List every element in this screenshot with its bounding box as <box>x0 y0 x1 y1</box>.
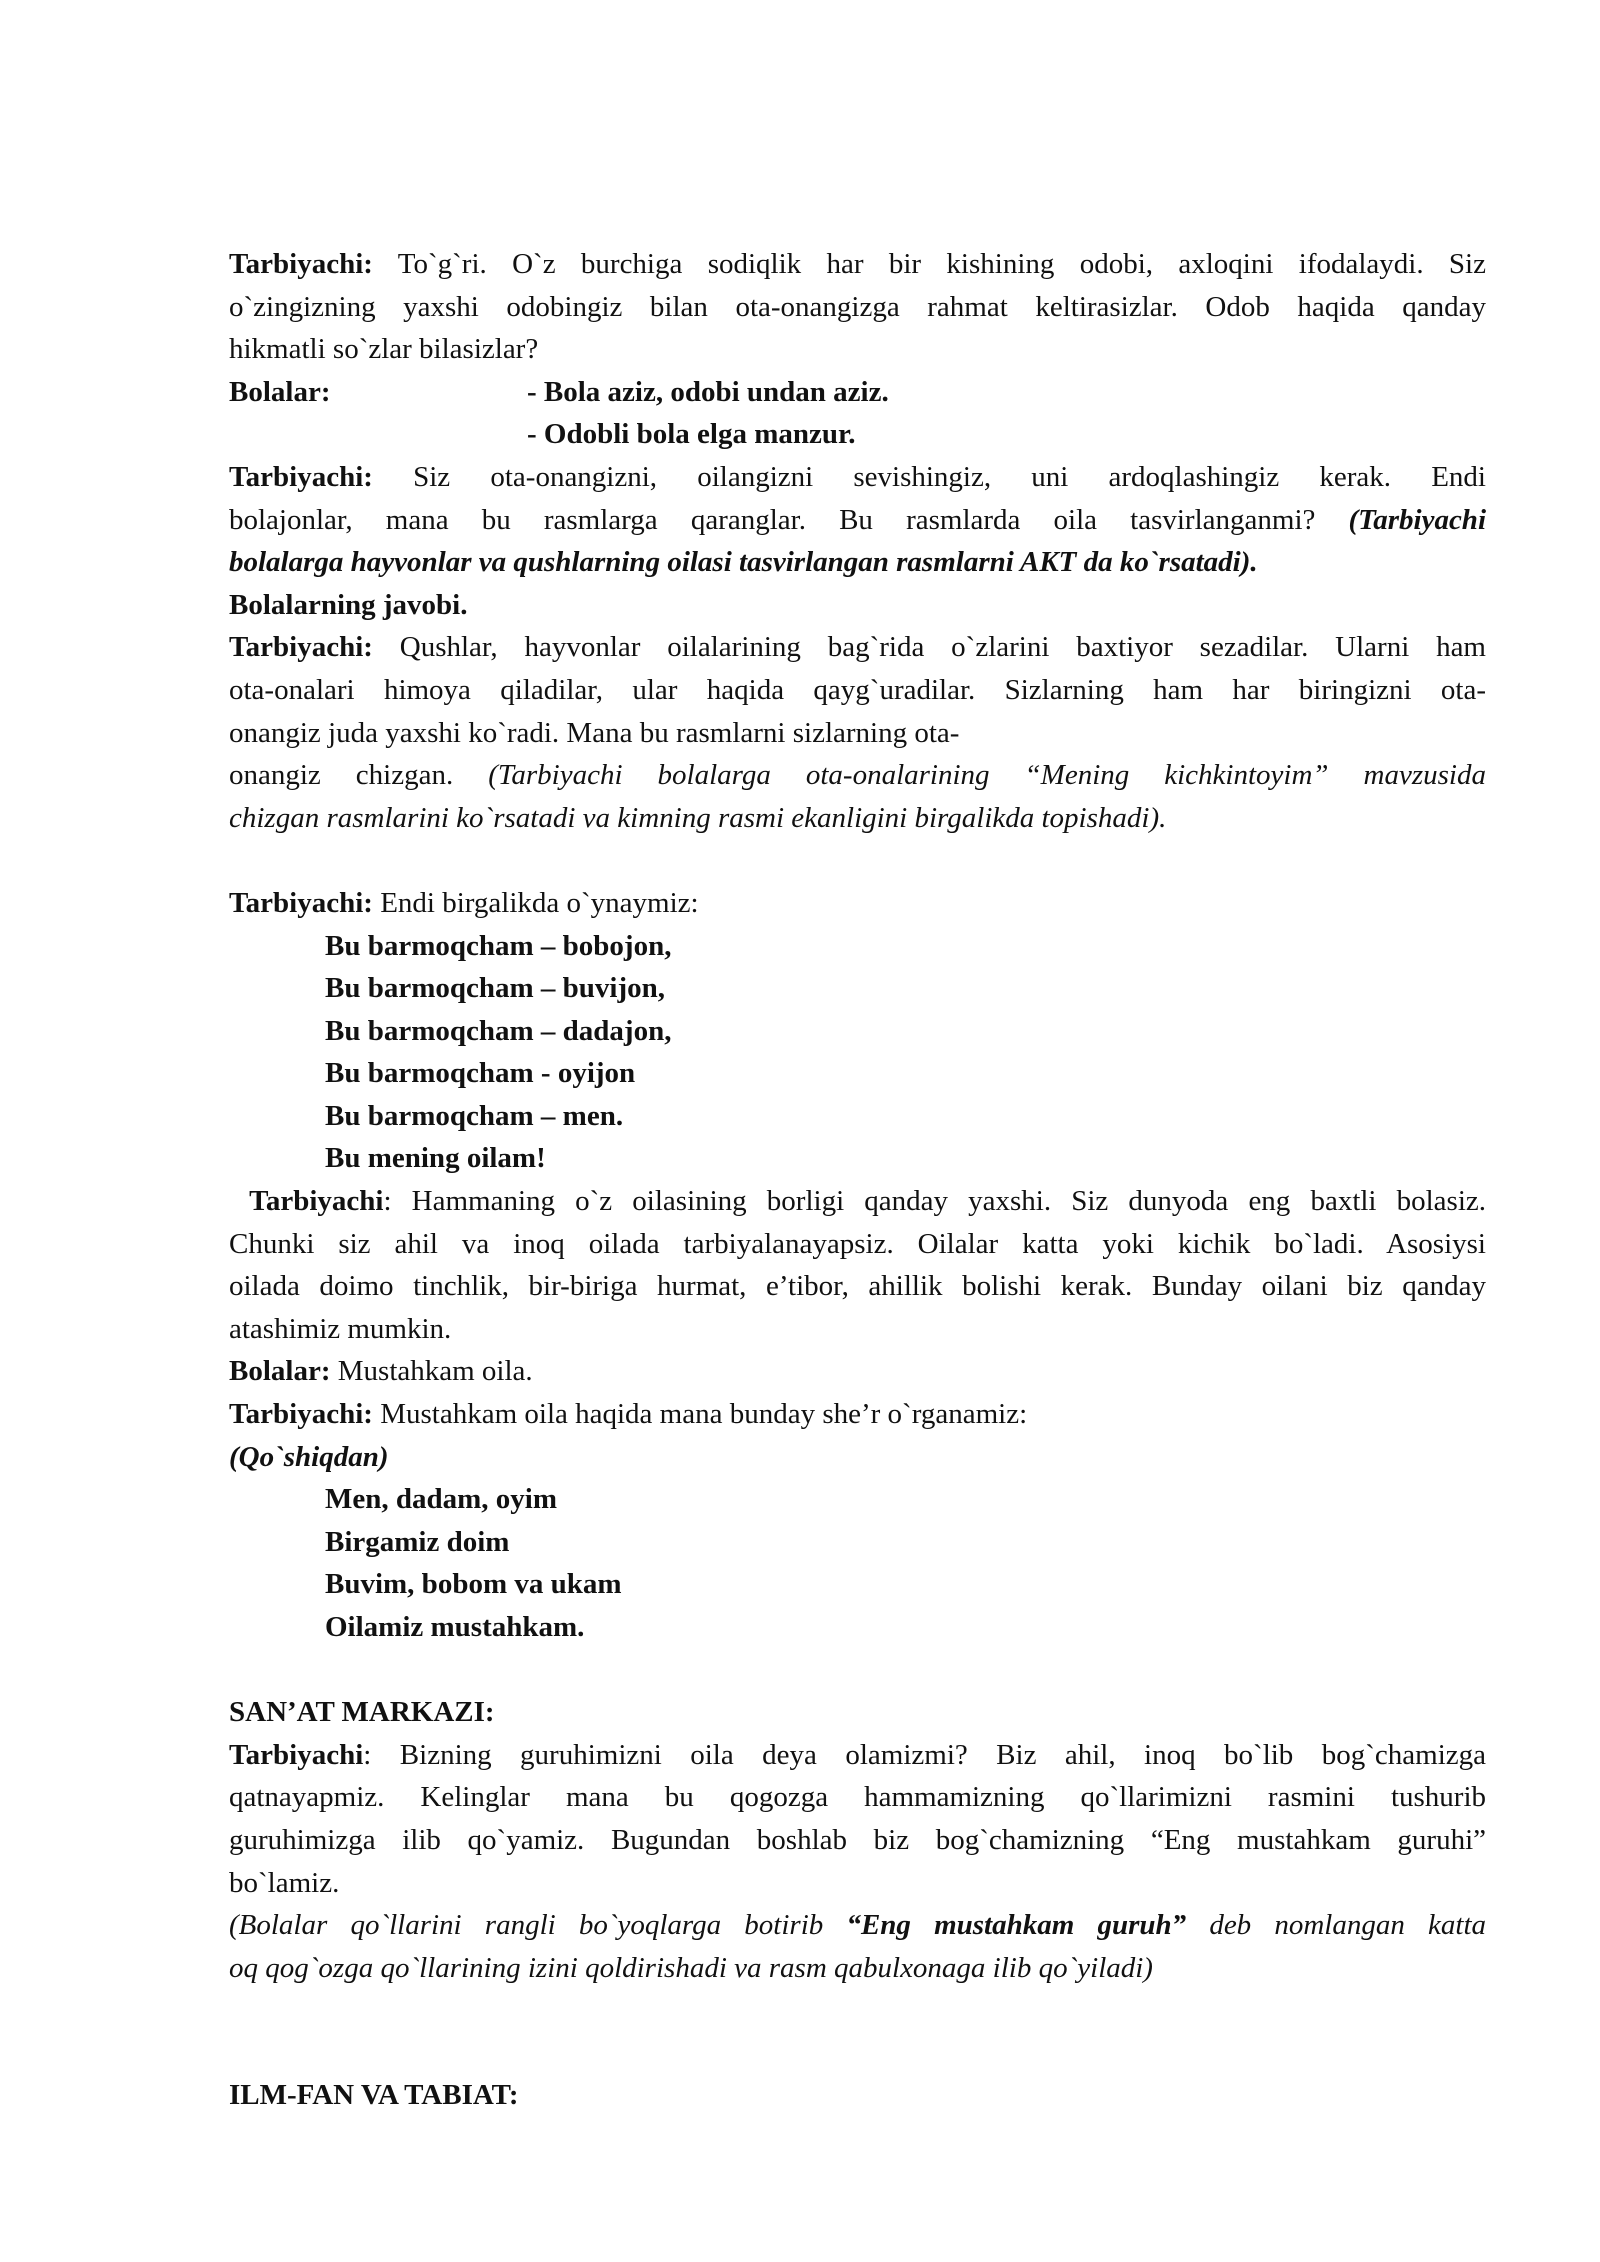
paragraph-line <box>229 499 1486 542</box>
spacer <box>229 413 527 456</box>
speaker-label: Tarbiyachi <box>249 1185 384 1218</box>
verse-line: Bu mening oilam! <box>325 1142 546 1175</box>
saying: - Bola aziz, odobi undan aziz. <box>527 375 889 408</box>
speaker-label: Tarbiyachi: <box>229 460 373 493</box>
paragraph-line <box>229 1904 1486 1947</box>
stage-direction: deb nomlangan katta <box>1209 1909 1487 1942</box>
song-note: (Qo`shiqdan) <box>229 1440 389 1473</box>
verse-line: Birgamiz doim <box>325 1525 510 1558</box>
text-span: bolajonlar, mana bu rasmlarga qaranglar. Bu rasmlarda oila tasvirlanganmi? <box>229 503 1316 536</box>
paragraph-line <box>229 541 1486 584</box>
text-span: Qushlar, hayvonlar oilalarining bag`rida o`zlarini baxtiyor sezadilar. Ularni ham <box>399 631 1486 664</box>
stage-direction: (Tarbiyachi <box>1348 503 1486 536</box>
speaker-label: Bolalar: <box>229 1355 331 1388</box>
verse-line: Oilamiz mustahkam. <box>325 1611 585 1643</box>
verse-line: Bu barmoqcham – bobojon, <box>325 929 672 962</box>
paragraph-line <box>229 1734 1486 1777</box>
speaker-label: Tarbiyachi: <box>229 248 373 280</box>
document-page <box>229 243 1486 2117</box>
paragraph-line: guruhimizga ilib qo`yamiz. Bugundan boshlab biz bog`chamizning “Eng mustahkam guruhi” <box>229 1823 1486 1856</box>
paragraph-line: qatnayapmiz. Kelinglar mana bu qogozga hammamizning qo`llarimizni rasmini tushurib <box>229 1781 1486 1814</box>
text-span: onangiz chizgan. <box>229 759 454 792</box>
saying: - Odobli bola elga manzur. <box>527 418 856 451</box>
paragraph-line <box>229 1180 1486 1223</box>
spacer <box>229 1989 1486 2074</box>
text-span: : <box>383 1185 392 1218</box>
section-heading: ILM-FAN VA TABIAT: <box>229 2079 519 2112</box>
verse-line: Men, dadam, oyim <box>325 1483 557 1516</box>
speaker-label: Tarbiyachi: <box>229 1398 373 1431</box>
verse-line: Bu barmoqcham – dadajon, <box>325 1014 672 1047</box>
paragraph-line <box>229 882 1486 925</box>
stage-direction: (Tarbiyachi bolalarga ota-onalarining “Mening kichkintoyim” mavzusida <box>488 759 1486 792</box>
text-span: Bizning guruhimizni oila deya olamizmi? Biz ahil, inoq bo`lib bog`chamizga <box>399 1738 1487 1771</box>
stage-direction: (Bolalar qo`llarini rangli bo`yoqlarga botirib <box>229 1909 824 1942</box>
paragraph-line <box>229 1350 1486 1393</box>
text-span: Mustahkam oila haqida mana bunday she’r o`rganamiz: <box>380 1398 1028 1431</box>
paragraph-line <box>229 754 1486 797</box>
speaker-label: Tarbiyachi: <box>229 886 373 919</box>
text-span: : <box>363 1738 372 1771</box>
children-answer <box>229 413 1486 456</box>
text-span: Endi birgalikda o`ynaymiz: <box>380 886 699 919</box>
text-span: Mustahkam oila. <box>337 1355 533 1388</box>
paragraph-line <box>229 1393 1486 1436</box>
paragraph-line: atashimiz mumkin. <box>229 1312 452 1345</box>
text-span: Siz ota-onangizni, oilangizni sevishingiz, uni ardoqlashingiz kerak. Endi <box>413 460 1486 493</box>
paragraph-line: Chunki siz ahil va inoq oilada tarbiyalanayapsiz. Oilalar katta yoki kichik bo`ladi. Asosiysi <box>229 1227 1486 1260</box>
speaker-label: Bolalar: <box>229 375 331 408</box>
paragraph-line: bo`lamiz. <box>229 1866 340 1899</box>
stage-direction: “Eng mustahkam guruh” <box>846 1909 1187 1942</box>
verse-line: Bu barmoqcham - oyijon <box>325 1057 636 1090</box>
paragraph-line <box>229 243 1486 286</box>
verse-line: Bu barmoqcham – men. <box>325 1099 624 1132</box>
paragraph-line: oq qog`ozga qo`llarining izini qoldirishadi va rasm qabulxonaga ilib qo`yiladi) <box>229 1951 1153 1984</box>
paragraph-line <box>229 797 1486 840</box>
speaker-label: Tarbiyachi: <box>229 631 373 664</box>
verse-line: Buvim, bobom va ukam <box>325 1568 622 1601</box>
paragraph-line <box>229 584 1486 627</box>
verse-line: Bu barmoqcham – buvijon, <box>325 972 666 1005</box>
paragraph-line <box>229 626 1486 669</box>
paragraph-line: o`zingizning yaxshi odobingiz bilan ota-onangizga rahmat keltirasizlar. Odob haqida qanday <box>229 290 1486 323</box>
stage-direction: chizgan rasmlarini ko`rsatadi va kimning rasmi ekanligini birgalikda topishadi). <box>229 801 1167 834</box>
speaker-label: Tarbiyachi <box>229 1738 364 1771</box>
paragraph-line: oilada doimo tinchlik, bir-biriga hurmat, e’tibor, ahillik bolishi kerak. Bunday oilani biz qanday <box>229 1270 1486 1303</box>
paragraph-line <box>229 456 1486 499</box>
paragraph-line <box>229 1436 1486 1479</box>
stage-direction: bolalarga hayvonlar va qushlarning oilasi tasvirlangan rasmlarni AKT da ko`rsatadi). <box>229 546 1258 579</box>
spacer <box>229 839 1486 882</box>
text-span: To`g`ri. O`z burchiga sodiqlik har bir kishining odobi, axloqini ifodalaydi. Siz <box>397 248 1486 280</box>
paragraph-line: onangiz juda yaxshi ko`radi. Mana bu rasmlarni sizlarning ota- <box>229 716 960 749</box>
paragraph-line: hikmatli so`zlar bilasizlar? <box>229 333 539 366</box>
answer-label: Bolalarning javobi. <box>229 588 468 621</box>
paragraph-line: ota-onalari himoya qiladilar, ular haqida qayg`uradilar. Sizlarning ham har biringizni ota- <box>229 673 1486 706</box>
text-span: Hammaning o`z oilasining borligi qanday yaxshi. Siz dunyoda eng baxtli bolasiz. <box>411 1185 1487 1218</box>
spacer <box>229 1649 1486 1692</box>
children-answer <box>229 371 1486 414</box>
section-heading: SAN’AT MARKAZI: <box>229 1696 495 1729</box>
